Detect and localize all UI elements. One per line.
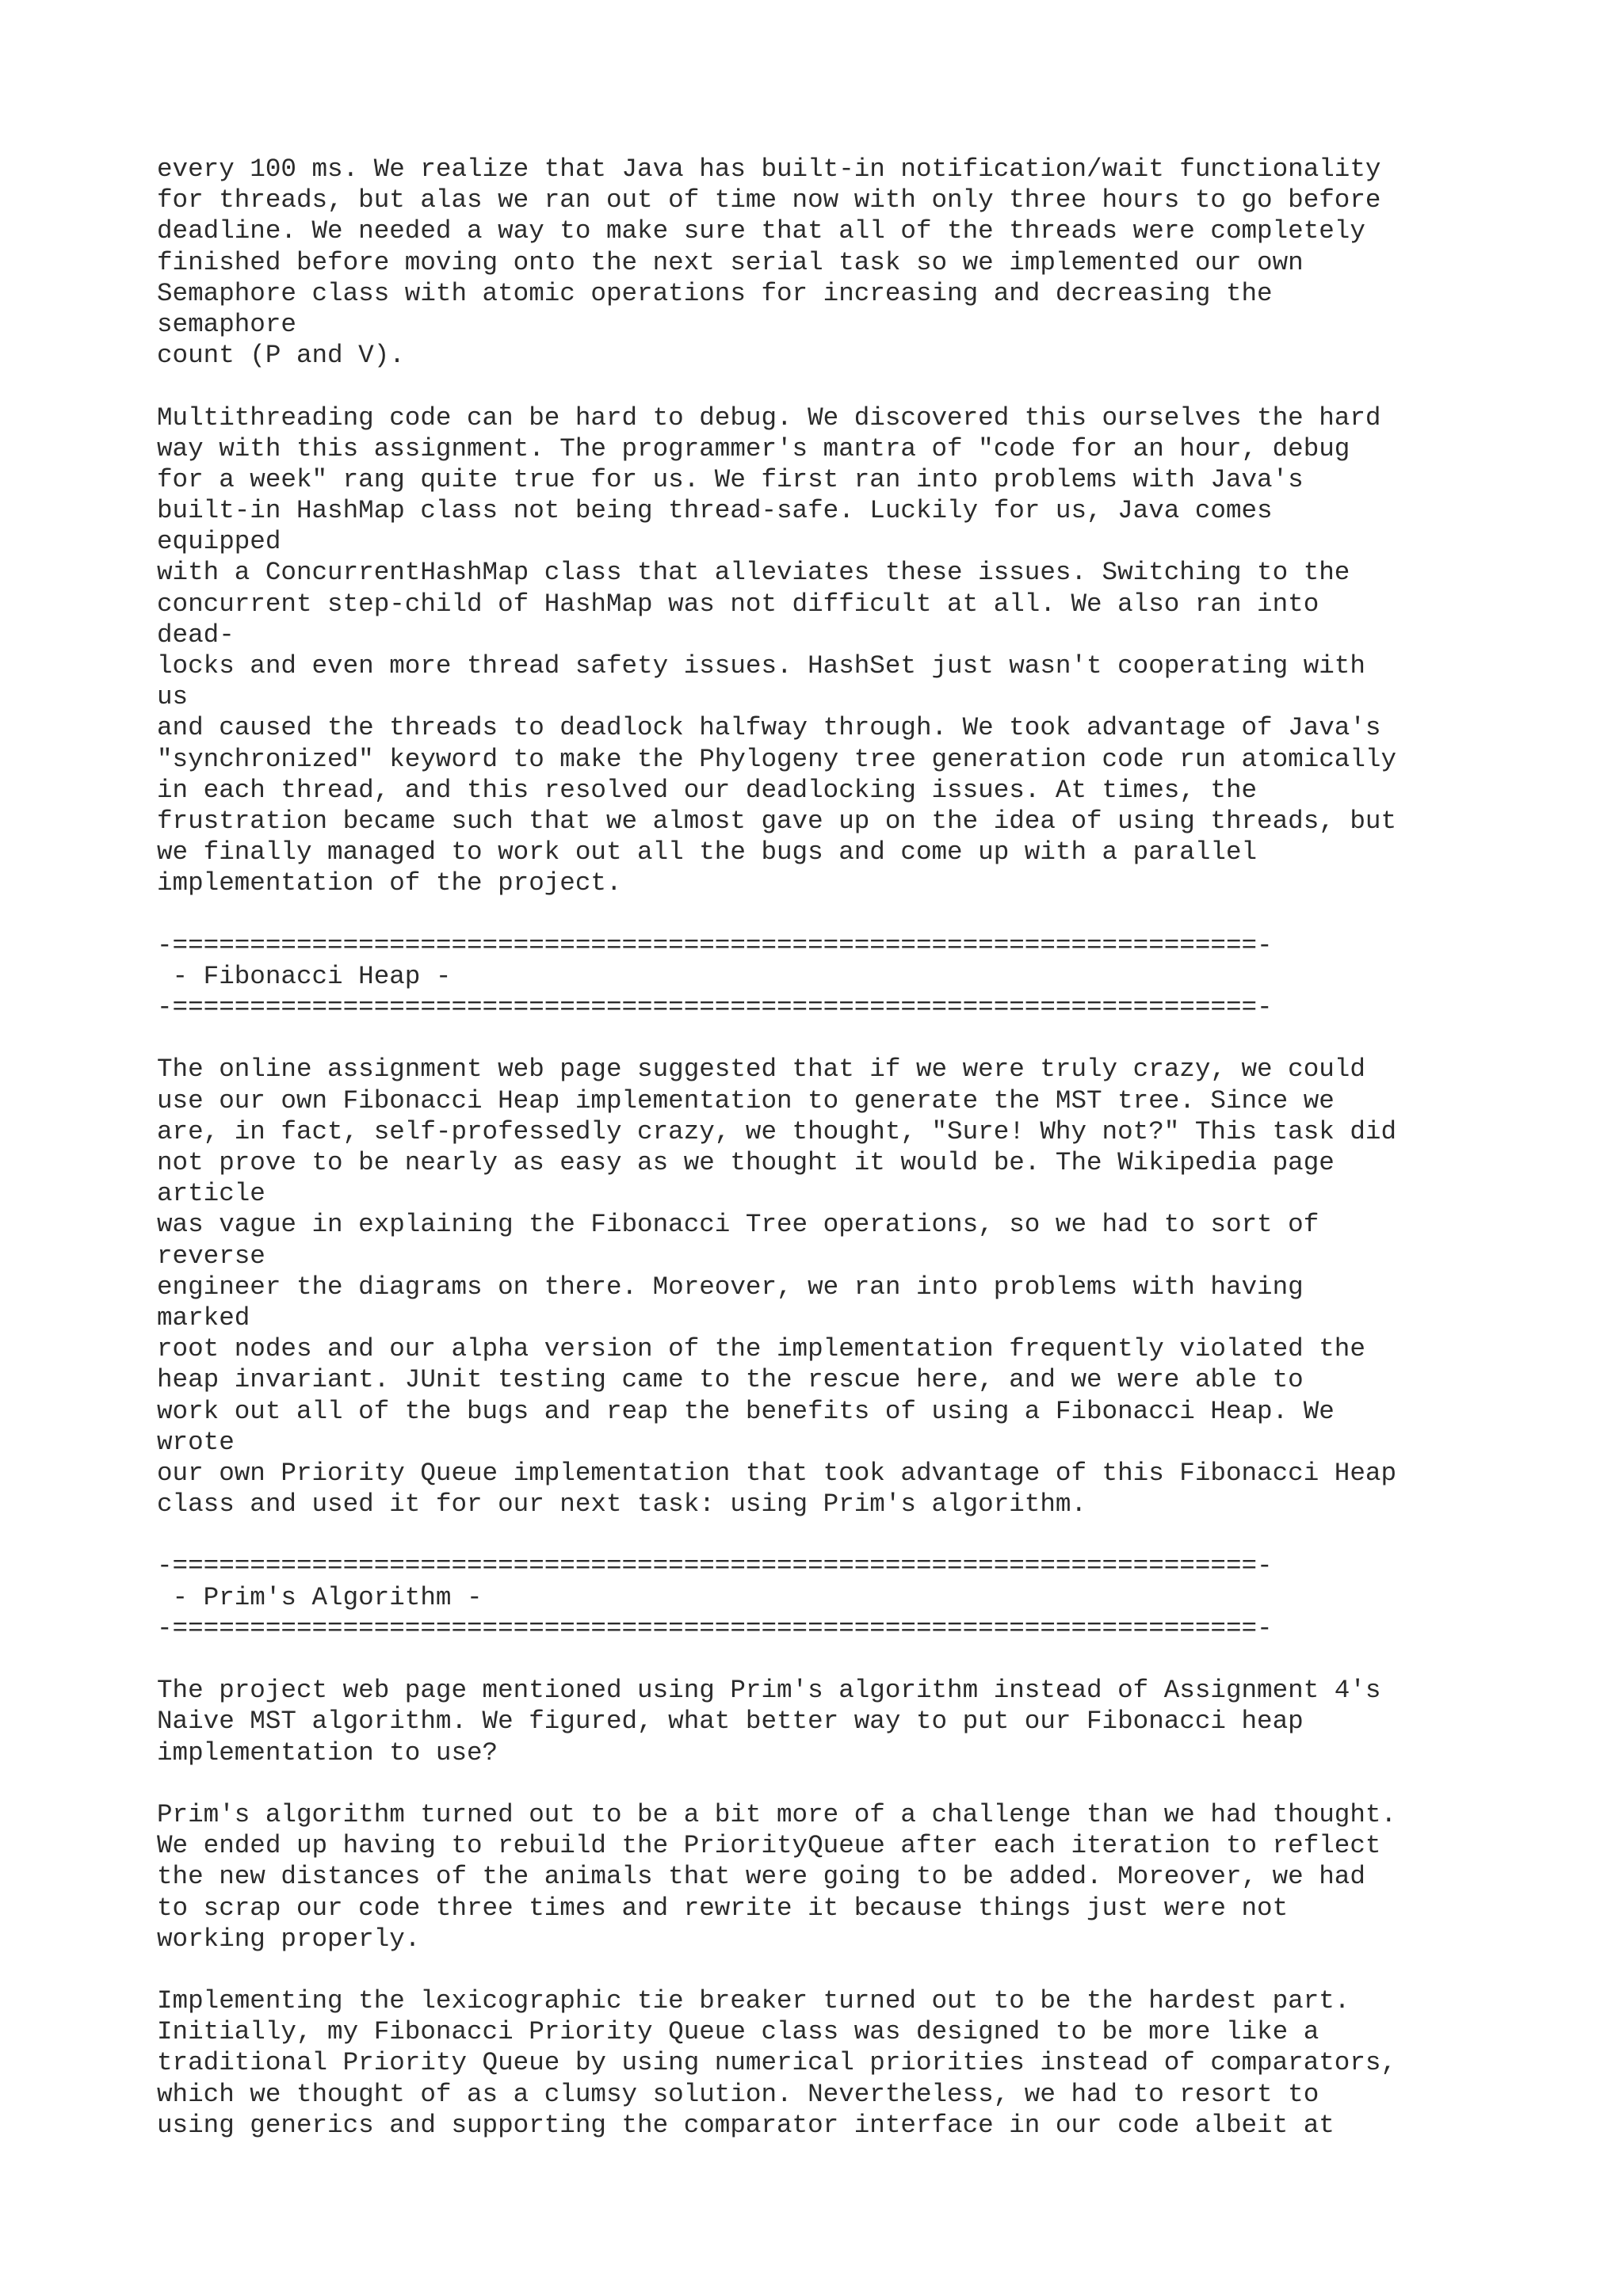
text-line: -======================================================================- [157, 1613, 1273, 1643]
text-line: we finally managed to work out all the bugs and come up with a parallel [157, 837, 1258, 868]
text-line [157, 1768, 1599, 1799]
text-line: implementation of the project. [157, 868, 622, 898]
text-line: We ended up having to rebuild the PriorityQueue after each iteration to reflect [157, 1831, 1381, 1861]
text-line: was vague in explaining the Fibonacci Tree operations, so we had to sort of [157, 1210, 1319, 1240]
text-line [157, 371, 1599, 402]
text-line: "synchronized" keyword to make the Phylogeny tree generation code run atomically [157, 744, 1397, 774]
text-line: implementation to use? [157, 1737, 498, 1768]
text-line: Initially, my Fibonacci Priority Queue class was designed to be more like a [157, 2017, 1319, 2047]
text-line [157, 1955, 1599, 1985]
text-line: frustration became such that we almost gave up on the idea of using threads, but [157, 806, 1397, 836]
text-line: with a ConcurrentHashMap class that alleviates these issues. Switching to the [157, 558, 1350, 588]
text-line: and caused the threads to deadlock halfway through. We took advantage of Java's [157, 713, 1381, 743]
text-line: wrote [157, 1427, 235, 1457]
text-line: in each thread, and this resolved our deadlocking issues. At times, the [157, 775, 1258, 805]
text-line: for threads, but alas we ran out of time now with only three hours to go before [157, 185, 1381, 215]
text-line: semaphore [157, 309, 296, 339]
text-line: our own Priority Queue implementation that took advantage of this Fibonacci Heap [157, 1458, 1397, 1488]
text-line: using generics and supporting the comparator interface in our code albeit at [157, 2110, 1335, 2140]
text-line: which we thought of as a clumsy solution. Nevertheless, we had to resort to [157, 2079, 1319, 2109]
text-line: Naive MST algorithm. We figured, what better way to put our Fibonacci heap [157, 1707, 1304, 1737]
text-line: use our own Fibonacci Heap implementation to generate the MST tree. Since we [157, 1085, 1335, 1116]
text-line: marked [157, 1302, 250, 1333]
document-page [157, 154, 1599, 2141]
text-line: not prove to be nearly as easy as we thought it would be. The Wikipedia page [157, 1148, 1335, 1177]
text-line: Implementing the lexicographic tie breaker turned out to be the hardest part. [157, 1986, 1350, 2016]
text-line: to scrap our code three times and rewrite it because things just were not [157, 1893, 1289, 1923]
text-line: Multithreading code can be hard to debug. We discovered this ourselves the hard [157, 402, 1381, 433]
text-line: -======================================================================- [157, 993, 1273, 1023]
text-line: locks and even more thread safety issues. HashSet just wasn't cooperating with [157, 651, 1365, 681]
text-line: every 100 ms. We realize that Java has built-in notification/wait functionality [157, 154, 1381, 184]
text-line: - Prim's Algorithm - [157, 1582, 483, 1612]
text-line: root nodes and our alpha version of the implementation frequently violated the [157, 1334, 1365, 1364]
text-line: Prim's algorithm turned out to be a bit more of a challenge than we had thought. [157, 1799, 1397, 1829]
text-line: reverse [157, 1241, 265, 1271]
text-line: traditional Priority Queue by using numerical priorities instead of comparators, [157, 2048, 1397, 2078]
text-line: equipped [157, 527, 281, 557]
text-line: - Fibonacci Heap - [157, 961, 452, 991]
text-line: article [157, 1179, 265, 1209]
text-line [157, 1023, 1599, 1054]
text-line: Semaphore class with atomic operations for increasing and decreasing the [157, 278, 1273, 308]
text-line: class and used it for our next task: using Prim's algorithm. [157, 1489, 1087, 1520]
text-line: built-in HashMap class not being thread-safe. Luckily for us, Java comes [157, 496, 1273, 526]
text-line: deadline. We needed a way to make sure that all of the threads were completely [157, 216, 1365, 246]
text-line: us [157, 682, 189, 712]
text-line: finished before moving onto the next serial task so we implemented our own [157, 247, 1304, 277]
text-line: count (P and V). [157, 341, 405, 371]
text-line: engineer the diagrams on there. Moreover, we ran into problems with having [157, 1272, 1304, 1302]
text-line: dead- [157, 620, 235, 650]
text-line: -======================================================================- [157, 1551, 1273, 1581]
text-line [157, 1644, 1599, 1675]
text-line: the new distances of the animals that were going to be added. Moreover, we had [157, 1862, 1365, 1892]
text-line: concurrent step-child of HashMap was not difficult at all. We also ran into [157, 589, 1319, 619]
text-line [157, 899, 1599, 930]
text-line: working properly. [157, 1924, 421, 1954]
text-line: for a week" rang quite true for us. We first ran into problems with Java's [157, 464, 1304, 494]
text-line: way with this assignment. The programmer's mantra of "code for an hour, debug [157, 433, 1350, 463]
text-line: The project web page mentioned using Prim's algorithm instead of Assignment 4's [157, 1676, 1381, 1706]
text-line: -======================================================================- [157, 930, 1273, 960]
text-line: The online assignment web page suggested that if we were truly crazy, we could [157, 1055, 1365, 1085]
text-line: heap invariant. JUnit testing came to the rescue here, and we were able to [157, 1365, 1304, 1395]
text-line [157, 1520, 1599, 1550]
text-line: are, in fact, self-professedly crazy, we thought, "Sure! Why not?" This task did [157, 1116, 1397, 1146]
text-line: work out all of the bugs and reap the benefits of using a Fibonacci Heap. We [157, 1396, 1335, 1426]
